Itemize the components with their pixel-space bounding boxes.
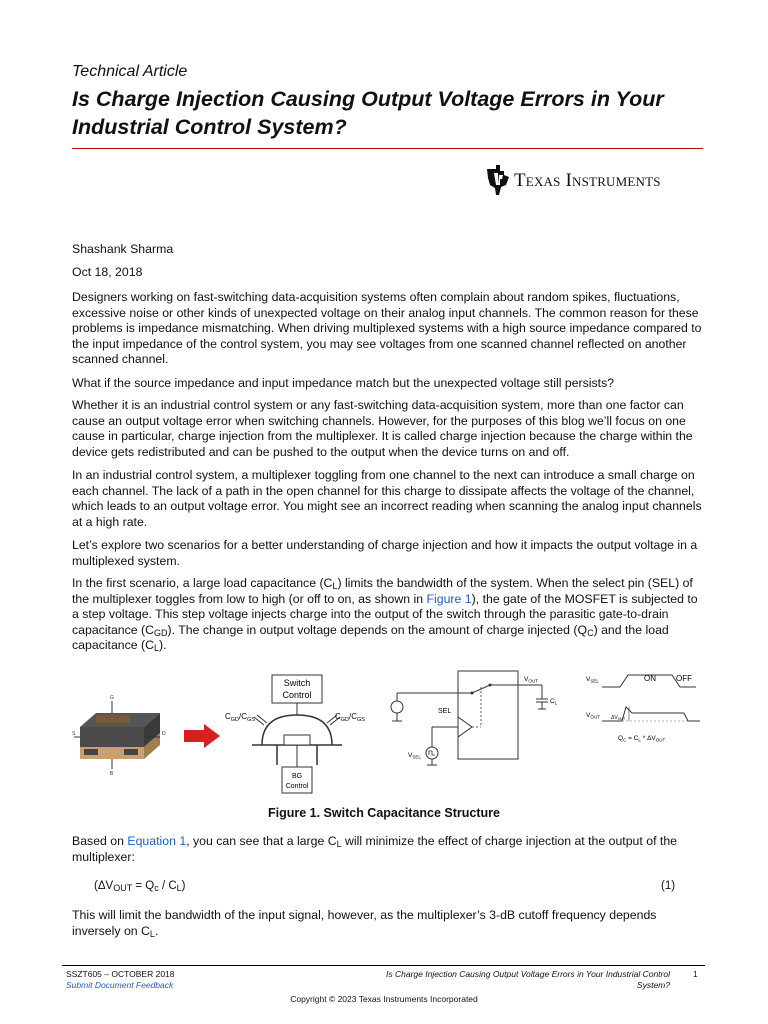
eq-sub: c (154, 883, 159, 893)
figure-1 (72, 665, 704, 795)
eq-sub: L (176, 883, 182, 893)
figure-1-diagram (72, 665, 704, 795)
footer-title (360, 969, 670, 991)
mosfet-body-label: B (110, 771, 114, 777)
vsel-wave-label (586, 676, 599, 684)
paragraph-6 (72, 576, 704, 654)
p8-text: This will limit the bandwidth of the input signal, however, as the multiplexer’s 3-dB cutoff frequency depends inversely on C (72, 908, 657, 938)
cgd-sub: GD (230, 717, 240, 723)
p6-text: ). The change in output voltage depends on the amount of charge injected (Q (167, 622, 588, 637)
footer-title-line2: System? (636, 980, 670, 990)
bg-control-line2: Control (285, 783, 309, 790)
copyright: Copyright © 2023 Texas Instruments Incorporated (290, 994, 478, 1004)
figure-1-link[interactable]: Figure 1 (426, 591, 472, 606)
qc-formula (618, 735, 666, 743)
qc-sub: C (623, 737, 627, 743)
cgd-cgs-right (335, 712, 365, 723)
mosfet-gate-label: G (110, 695, 114, 701)
delta-vout-sub: OUT (617, 717, 626, 721)
cgs-sub: GS (357, 717, 365, 723)
cgd-c: C (225, 712, 231, 721)
p6-text: ) and the load capacitance (C (72, 622, 669, 652)
p7-sub: L (336, 839, 342, 849)
cgd-sub: GD (340, 717, 350, 723)
footer-left (66, 969, 175, 991)
qc-tail-sub: OUT (655, 737, 666, 743)
eq-part: / C (158, 880, 177, 892)
qc-q: Q (618, 735, 624, 742)
p8-sub: L (149, 928, 155, 939)
eq-sub: OUT (113, 883, 133, 893)
vout-wave-v: V (586, 712, 591, 719)
p7-text: will minimize the effect of charge injection at the output of the multiplexer: (72, 834, 677, 864)
bg-control-line1: BG (291, 773, 303, 780)
paragraph-7 (72, 834, 704, 865)
cgd-sep: /C (349, 712, 358, 721)
paragraph-1: Designers working on fast-switching data-acquisition systems often complain about random spikes, fluctuations, excessive noise or other kinds of unexpected voltage on their analog input channels. The common reason for these problems is impedance mismatching. When driving multiplexed systems with a high source impedance compared to the input impedance of the control system, you may see voltages from one scanned channel reflected on another scanned channel. (72, 290, 702, 366)
qc-tail: * ΔV (640, 735, 656, 742)
cgd-c: C (335, 712, 341, 721)
mosfet-illustration (72, 695, 166, 777)
p7-text: Based on (72, 834, 128, 848)
footer-divider (62, 965, 705, 966)
vsel-v: V (408, 752, 413, 759)
title-divider (72, 148, 703, 149)
cl-c: C (550, 698, 555, 705)
p6-sub: GD (154, 627, 168, 638)
switch-circuit (391, 671, 558, 765)
switch-control-line2: Control (282, 690, 312, 700)
ti-logo-icon (484, 163, 512, 197)
p7-text: , you can see that a large C (186, 834, 337, 848)
page-number: 1 (693, 969, 698, 979)
p6-sub: C (587, 627, 594, 638)
eq-part: ) (181, 880, 186, 892)
eq-part: = Q (132, 880, 155, 892)
cgd-cgs-left (225, 712, 255, 723)
doc-id: SSZT605 – OCTOBER 2018 (66, 969, 175, 979)
vout-wave-label (586, 712, 600, 720)
submit-feedback-link[interactable]: Submit Document Feedback (66, 980, 174, 990)
delta-vout: ΔV (611, 715, 618, 721)
vsel-wave-sub: SEL (590, 678, 599, 684)
article-kicker: Technical Article (72, 63, 188, 80)
switch-structure (225, 675, 365, 793)
footer-title-line1: Is Charge Injection Causing Output Voltage Errors in Your Industrial Control (386, 969, 670, 979)
cl-sub: L (554, 700, 558, 706)
figure-caption: Figure 1. Switch Capacitance Structure (267, 806, 500, 820)
p6-text: ) limits the bandwidth of the system. When the select pin (SEL) of the multiplexer toggles from low to high (or off to on, as shown in (72, 576, 693, 606)
vout-sub: OUT (528, 678, 538, 684)
paragraph-3: Whether it is an industrial control system or any fast-switching data-acquisition system, more than one factor can cause an output voltage error when switching channels. However, for the purposes of this blog we’ll focus on one cause in particular, charge injection from the multiplexer. It is called charge injection because the charge within the device gets redistributed and can be pushed to the output when the device turns on and off. (72, 398, 693, 459)
ti-logo (484, 163, 704, 197)
ti-logo-text: Texas Instruments (514, 170, 661, 191)
article-title: Is Charge Injection Causing Output Voltage Errors in Your Industrial Control System? (72, 87, 664, 139)
off-label: OFF (676, 674, 692, 683)
paragraph-5: Let’s explore two scenarios for a better understanding of charge injection and how it impacts the output voltage in a multiplexed system. (72, 538, 698, 568)
cgs-sub: GS (247, 717, 255, 723)
vsel-wave-v: V (586, 676, 591, 683)
on-label: ON (644, 674, 656, 683)
qc-cl-sub: L (638, 737, 641, 743)
vout-v: V (524, 676, 529, 683)
p6-sub: L (332, 581, 338, 591)
vsel-label (408, 752, 421, 760)
mosfet-drain-label: D (162, 731, 166, 737)
p8-text: . (154, 923, 159, 938)
red-arrow (184, 724, 220, 748)
paragraph-8 (72, 908, 704, 939)
paragraph-2: What if the source impedance and input impedance match but the unexpected voltage still persists? (72, 376, 615, 390)
equation-1-link[interactable]: Equation 1 (127, 834, 187, 848)
p6-text: In the first scenario, a large load capacitance (C (72, 576, 333, 590)
waveforms (586, 674, 700, 743)
publish-date: Oct 18, 2018 (72, 265, 143, 279)
cl-label (550, 698, 558, 706)
p6-sub: L (154, 643, 160, 653)
sel-label: SEL (438, 708, 452, 715)
mosfet-source-label: S (72, 731, 76, 737)
vout-wave-sub: OUT (590, 714, 600, 720)
vout-label (524, 676, 538, 684)
equation-number: (1) (661, 880, 676, 892)
author: Shashank Sharma (72, 242, 174, 256)
equation-1 (94, 880, 186, 892)
eq-part: (ΔV (94, 880, 114, 892)
p6-text: ). (159, 638, 167, 652)
p6-text: ), the gate of the MOSFET is subjected to a step voltage. This step voltage injects charge into the output of the switch through the parasitic gate-to-drain capacitance (C (72, 591, 698, 637)
paragraph-4: In an industrial control system, a multiplexer toggling from one channel to the next can introduce a small charge on each channel. The lack of a path in the open channel for this charge to dissipate affects the voltage of the channel, which leads to an output voltage error. You might see an incorrect reading when scanning the analog input channels at a high rate. (72, 468, 702, 529)
qc-eq: = C (626, 735, 639, 742)
vsel-sub: SEL (412, 754, 421, 760)
switch-control-line1: Switch (283, 678, 311, 688)
cgd-sep: /C (239, 712, 248, 721)
